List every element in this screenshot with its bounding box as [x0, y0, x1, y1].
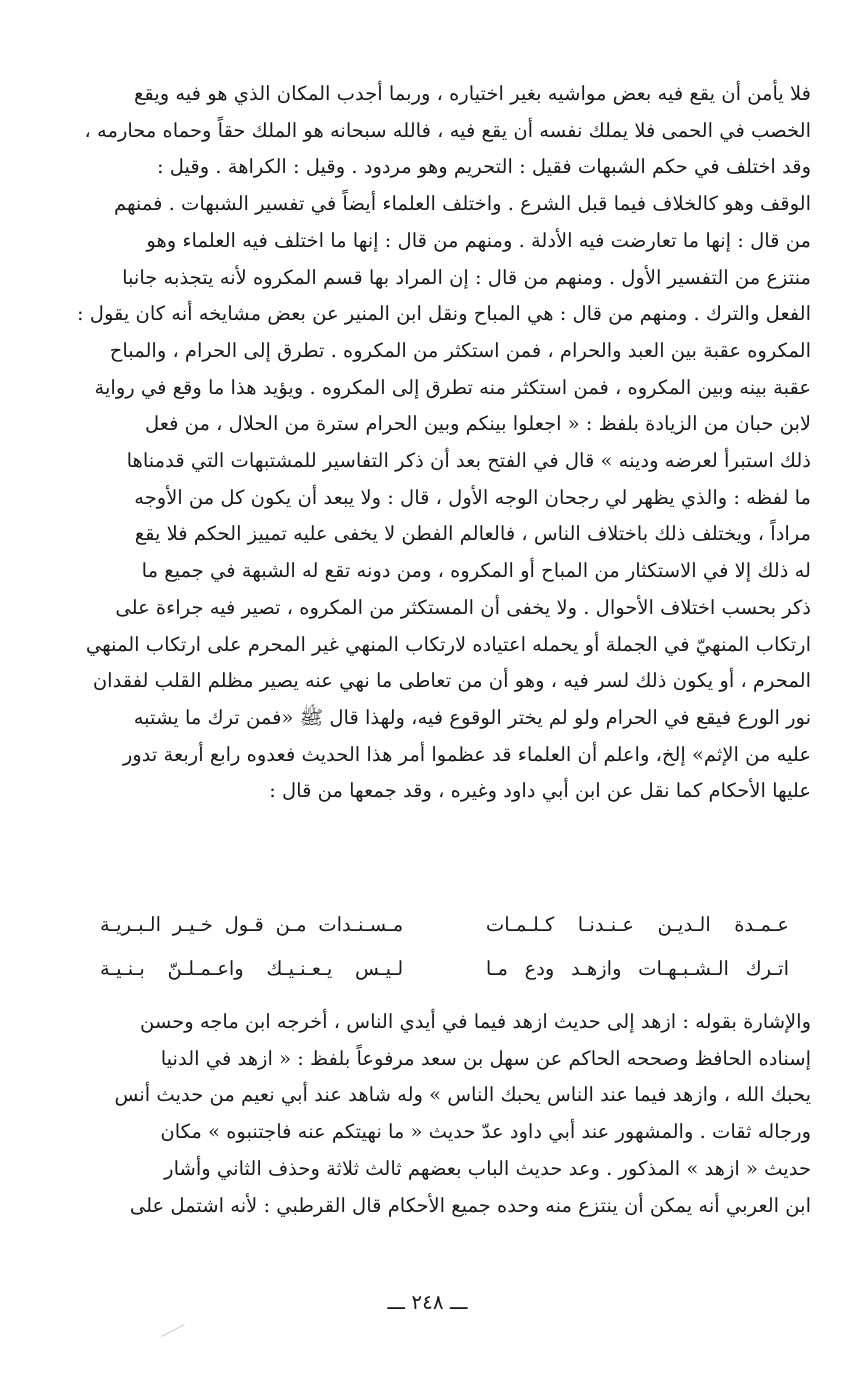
scan-mark [161, 1324, 184, 1337]
poem-line-2-first-hemistich: اتـرك الـشـبـهـات وازهـد ودع مـا [485, 957, 789, 980]
poem-line-1-second-hemistich: مـسـنـدات مـن قـول خـيـر الـبـريـة [100, 913, 404, 936]
poem-block [40, 903, 811, 991]
body-paragraph-1: فلا يأمن أن يقع فيه بعض مواشيه بغير اختياره ، وربما أجدب المكان الذي هو فيه ويقع الخصب في الحمى فلا يملك نفسه أن يقع فيه ، فالله سبحانه هو الملك حقاً وحماه محارمه ، وقد اختلف في حكم الشبهات فقيل : التحريم وهو مردود . وقيل : الكراهة . وقيل : الوقف وهو كالخلاف فيما قبل الشرع . واختلف العلماء أيضاً في تفسير الشبهات . فمنهم من قال : إنها ما تعارضت فيه الأدلة . ومنهم من قال : إنها ما اختلف فيه العلماء وهو منتزع من التفسير الأول . ومنهم من قال : إن المراد بها قسم المكروه لأنه يتجذبه جانبا الفعل والترك . ومنهم من قال : هي المباح ونقل ابن المنير عن بعض مشايخه أنه كان يقول : المكروه عقبة بين العبد والحرام ، فمن استكثر من المكروه . تطرق إلى الحرام ، والمباح عقبة بينه وبين المكروه ، فمن استكثر منه تطرق إلى المكروه . ويؤيد هذا ما وقع في رواية لابن حبان من الزيادة بلفظ : « اجعلوا بينكم وبين الحرام سترة من الحلال ، من فعل ذلك استبرأ لعرضه ودينه » قال في الفتح بعد أن ذكر التفاسير للمشتبهات التي قدمناها ما لفظه : والذي يظهر لي رجحان الوجه الأول ، قال : ولا يبعد أن يكون كل من الأوجه مراداً ، ويختلف ذلك باختلاف الناس ، فالعالم الفطن لا يخفى عليه تمييز الحكم فلا يقع له ذلك إلا في الاستكثار من المباح أو المكروه ، ومن دونه تقع له الشبهة في جميع ما ذكر بحسب اختلاف الأحوال . ولا يخفى أن المستكثر من المكروه ، تصير فيه جراءة على ارتكاب المنهيّ في الجملة أو يحمله اعتياده لارتكاب المنهي غير المحرم على ارتكاب المنهي المحرم ، أو يكون ذلك لسر فيه ، وهو أن من تعاطى ما نهي عنه يصير مظلم القلب لفقدان نور الورع فيقع في الحرام ولو لم يختر الوقوع فيه، ولهذا قال ﷺ «فمن ترك ما يشتبه عليه من الإثم» إلخ، واعلم أن العلماء قد عظموا أمر هذا الحديث فعدوه رابع أربعة تدور عليها الأحكام كما نقل عن ابن أبي داود وغيره ، وقد جمعها من قال : [77, 82, 811, 803]
poem-line-1 [40, 903, 811, 947]
body-paragraph-2: والإشارة بقوله : ازهد إلى حديث ازهد فيما في أيدي الناس ، أخرجه ابن ماجه وحسن إسناده الحافظ وصححه الحاكم عن سهل بن سعد مرفوعاً بلفظ : « ازهد في الدنيا يحبك الله ، وازهد فيما عند الناس يحبك الناس » وله شاهد عند أبي نعيم من حديث أنس ورجاله ثقات . والمشهور عند أبي داود عدّ حديث « ما نهيتكم عنه فاجتنبوه » مكان حديث « ازهد » المذكور . وعد حديث الباب بعضهم ثالث ثلاثة وحذف الثاني وأشار ابن العربي أنه يمكن أن ينتزع منه وحده جميع الأحكام قال القرطبي : لأنه اشتمل على [114, 1010, 811, 1217]
poem-line-2 [40, 947, 811, 991]
page-number: ـــ ٢٤٨ ـــ [387, 1290, 468, 1314]
poem-line-2-second-hemistich: لـيـس يـعـنـيـك واعـمـلـنّ بـنـيـة [100, 957, 404, 980]
poem-line-1-first-hemistich: عـمـدة الـديـن عـنـدنـا كـلـمـات [485, 913, 789, 936]
